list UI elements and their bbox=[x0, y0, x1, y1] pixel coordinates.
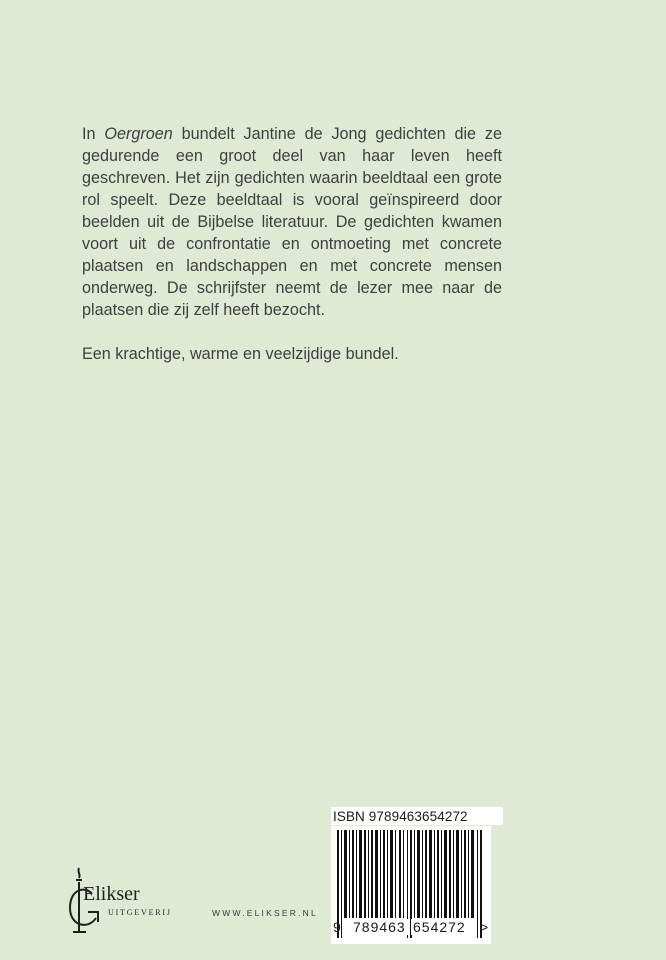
publisher-subtitle: UITGEVERIJ bbox=[108, 908, 172, 917]
book-title: Oergroen bbox=[104, 125, 173, 143]
blurb-paragraph-1 bbox=[82, 123, 502, 321]
publisher-logo bbox=[66, 866, 196, 938]
back-cover-blurb bbox=[82, 123, 502, 365]
barcode-digit-first: 9 bbox=[333, 919, 341, 935]
barcode-digits bbox=[331, 917, 503, 939]
barcode-digits-group-2: 654272 bbox=[413, 919, 466, 935]
barcode-digit-end: > bbox=[480, 919, 489, 935]
barcode-digits-group-1: 789463 bbox=[353, 919, 406, 935]
publisher-name: Elikser bbox=[83, 883, 140, 905]
blurb-body: bundelt Jantine de Jong gedichten die ze gedurende een groot deel van haar leven heeft geschreven. Het zijn gedichten waarin beeldtaal een grote rol speelt. Deze beeldtaal is vooral geïnspireerd door beelden uit de Bijbelse literatuur. De gedichten kwamen voort uit de confrontatie en ontmoeting met concrete plaatsen en landschappen en met concrete mensen onderweg. De schrijfster neemt de lezer mee naar de plaatsen die zij zelf heeft bezocht. bbox=[82, 125, 502, 319]
blurb-paragraph-2: Een krachtige, warme en veelzijdige bundel. bbox=[82, 345, 399, 363]
publisher-website: WWW.ELIKSER.NL bbox=[212, 908, 318, 918]
isbn-label: ISBN 9789463654272 bbox=[331, 807, 503, 825]
blurb-lead: In bbox=[82, 125, 105, 143]
